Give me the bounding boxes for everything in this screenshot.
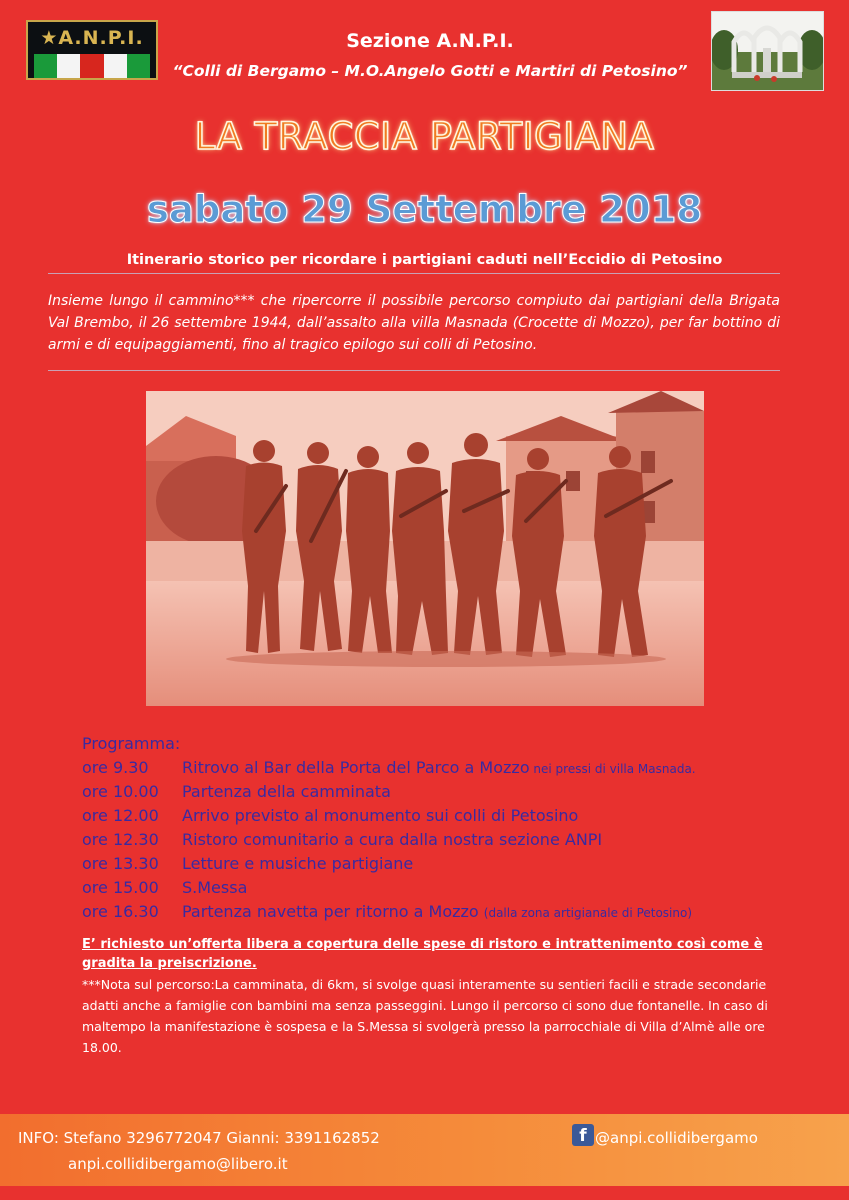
program-item bbox=[82, 900, 802, 924]
program-text: S.Messa bbox=[182, 878, 248, 897]
contact-info: INFO: Stefano 3296772047 Gianni: 3391162852 bbox=[18, 1129, 380, 1147]
monument-photo bbox=[711, 11, 824, 91]
italian-flag-icon bbox=[34, 54, 150, 78]
program-time: ore 13.30 bbox=[82, 854, 159, 873]
program-item bbox=[82, 876, 802, 900]
offer-notice: E’ richiesto un’offerta libera a copertura delle spese di ristoro e intrattenimento così come è gradita la preiscrizione. bbox=[82, 937, 763, 971]
section-title: Sezione A.N.P.I. bbox=[346, 30, 514, 52]
program-time: ore 9.30 bbox=[82, 758, 149, 777]
event-date: sabato 29 Settembre 2018 bbox=[146, 188, 703, 231]
program-item bbox=[82, 828, 802, 852]
event-subtitle: Itinerario storico per ricordare i partigiani caduti nell’Eccidio di Petosino bbox=[126, 252, 723, 268]
program-time: ore 12.30 bbox=[82, 830, 159, 849]
facebook-icon[interactable]: f bbox=[572, 1124, 594, 1146]
divider-top bbox=[48, 273, 780, 274]
event-intro: Insieme lungo il cammino*** che ripercorre il possibile percorso compiuto dai partigiani della Brigata Val Brembo, il 26 settembre 1944, dall’assalto alla villa Masnada (Crocette di Mozzo), per far bottino di armi e di equipaggiamenti, fino al tragico epilogo sui colli di Petosino. bbox=[48, 293, 780, 353]
event-title: LA TRACCIA PARTIGIANA bbox=[194, 115, 655, 158]
program-text: Ristoro comunitario a cura dalla nostra sezione ANPI bbox=[182, 830, 603, 849]
program-item bbox=[82, 804, 802, 828]
program-note: (dalla zona artigianale di Petosino) bbox=[483, 906, 693, 920]
program-text: Partenza della camminata bbox=[182, 782, 391, 801]
anpi-logo bbox=[26, 20, 158, 80]
program-text: Ritrovo al Bar della Porta del Parco a Mozzo nei pressi di villa Masnada. bbox=[182, 758, 696, 777]
facebook-handle[interactable]: @anpi.collidibergamo bbox=[595, 1129, 758, 1147]
program-text: Arrivo previsto al monumento sui colli di Petosino bbox=[182, 806, 579, 825]
program-note: nei pressi di villa Masnada. bbox=[529, 762, 696, 776]
footer-bar bbox=[0, 1114, 849, 1186]
program-time: ore 10.00 bbox=[82, 782, 159, 801]
program-section bbox=[82, 732, 802, 924]
logo-text: ★A.N.P.I. bbox=[40, 27, 144, 49]
route-note: ***Nota sul percorso:La camminata, di 6km, si svolge quasi interamente su sentieri facili e strade secondarie adatti anche a famiglie con bambini ma senza passeggini. Lungo il percorso ci sono due fontanelle. In caso di maltempo la manifestazione è sospesa e la S.Messa si svolgerà presso la parrocchiale di Villa d’Almè alle ore 18.00. bbox=[82, 977, 768, 1055]
program-text: Partenza navetta per ritorno a Mozzo (dalla zona artigianale di Petosino) bbox=[182, 902, 693, 921]
program-item bbox=[82, 780, 802, 804]
partisans-photo bbox=[146, 391, 704, 706]
program-item bbox=[82, 852, 802, 876]
program-item bbox=[82, 756, 802, 780]
program-label: Programma: bbox=[82, 734, 181, 753]
program-text: Letture e musiche partigiane bbox=[182, 854, 414, 873]
contact-email[interactable]: anpi.collidibergamo@libero.it bbox=[68, 1155, 288, 1173]
section-subtitle: “Colli di Bergamo – M.O.Angelo Gotti e Martiri di Petosino” bbox=[172, 62, 688, 80]
program-time: ore 15.00 bbox=[82, 878, 159, 897]
program-time: ore 16.30 bbox=[82, 902, 159, 921]
divider-bottom bbox=[48, 370, 780, 371]
program-time: ore 12.00 bbox=[82, 806, 159, 825]
